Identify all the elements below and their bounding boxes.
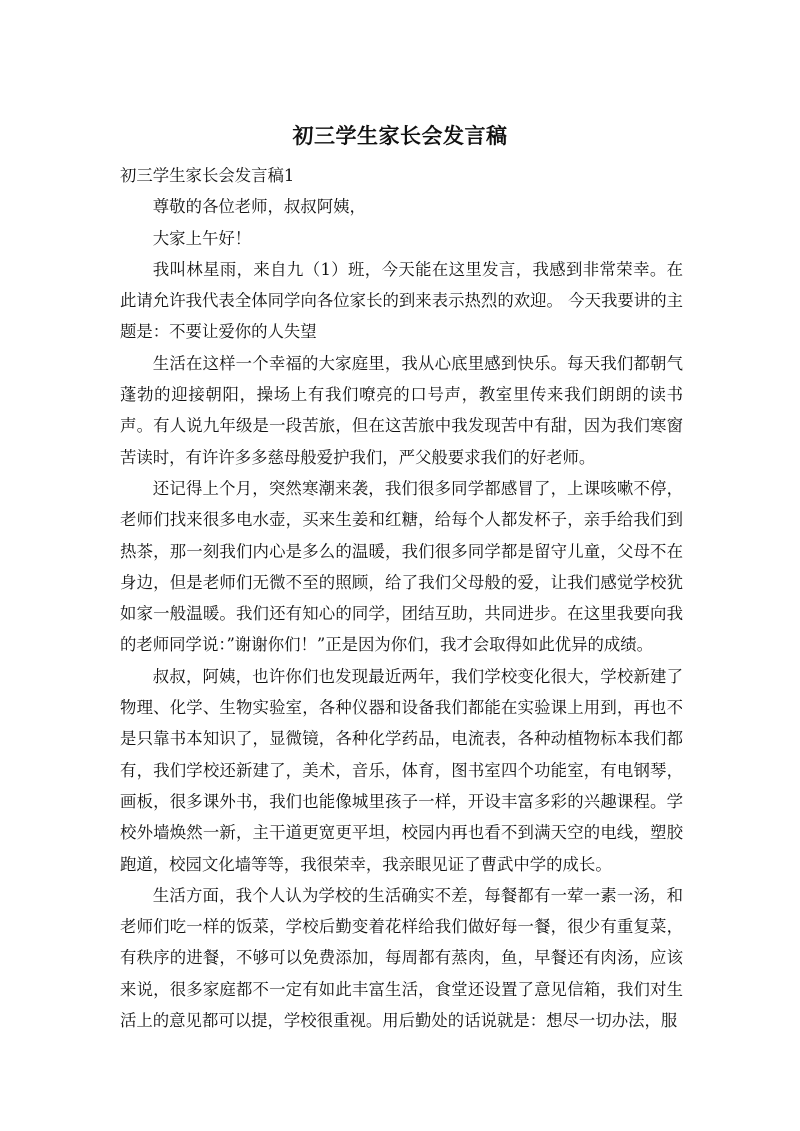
paragraph-life: 生活方面，我个人认为学校的生活确实不差，每餐都有一荤一素一汤，和老师们吃一样的饭菜，学校后勤变着花样给我们做好每一餐，很少有重复菜，有秩序的进餐，不够可以免费添加，每周都有蒸肉，鱼，早餐还有肉汤，应该来说，很多家庭都不一定有如此丰富生活，食堂还设置了意见信箱，我们对生活上的意见都可以提，学校很重视。用后勤处的话说就是：想尽一切办法，服: [120, 885, 683, 1031]
paragraph-family: 生活在这样一个幸福的大家庭里，我从心底里感到快乐。每天我们都朝气蓬勃的迎接朝阳，操场上有我们嘹亮的口号声，教室里传来我们朗朗的读书声。有人说九年级是一段苦旅，但在这苦旅中我发现苦中有甜，因为我们寒窗苦读时，有许许多多慈母般爱护我们，严父般要求我们的好老师。: [120, 353, 683, 467]
paragraph-hello: 大家上午好！: [152, 228, 252, 248]
paragraph-greeting: 尊敬的各位老师，叔叔阿姨，: [152, 197, 366, 217]
document-title: 初三学生家长会发言稿: [292, 124, 508, 148]
section-heading: 初三学生家长会发言稿1: [120, 166, 295, 185]
paragraph-memory: 还记得上个月，突然寒潮来袭，我们很多同学都感冒了，上课咳嗽不停，老师们找来很多电水壶，买来生姜和红糖，给每个人都发杯子，亲手给我们到热茶，那一刻我们内心是多么的温暖，我们很多同学都是留守儿童，父母不在身边，但是老师们无微不至的照顾，给了我们父母般的爱，让我们感觉学校犹如家一般温暖。我们还有知心的同学，团结互助，共同进步。在这里我要向我的老师同学说：”谢谢你们！”正是因为你们，我才会取得如此优异的成绩。: [120, 478, 683, 655]
document-body: [120, 160, 683, 1036]
paragraph-intro: 我叫林星雨，来自九（1）班，今天能在这里发言，我感到非常荣幸。在此请允许我代表全体同学向各位家长的到来表示热烈的欢迎。 今天我要讲的主题是：不要让爱你的人失望: [120, 259, 683, 342]
paragraph-school-changes: 叔叔，阿姨，也许你们也发现最近两年，我们学校变化很大，学校新建了物理、化学、生物实验室，各种仪器和设备我们都能在实验课上用到，再也不是只靠书本知识了，显微镜，各种化学药品，电流表，各种动植物标本我们都有，我们学校还新建了，美术，音乐，体育，图书室四个功能室，有电钢琴，画板，很多课外书，我们也能像城里孩子一样，开设丰富多彩的兴趣课程。学校外墙焕然一新，主干道更宽更平坦，校园内再也看不到满天空的电线，塑胶跑道，校园文化墙等等，我很荣幸，我亲眼见证了曹武中学的成长。: [120, 666, 683, 874]
